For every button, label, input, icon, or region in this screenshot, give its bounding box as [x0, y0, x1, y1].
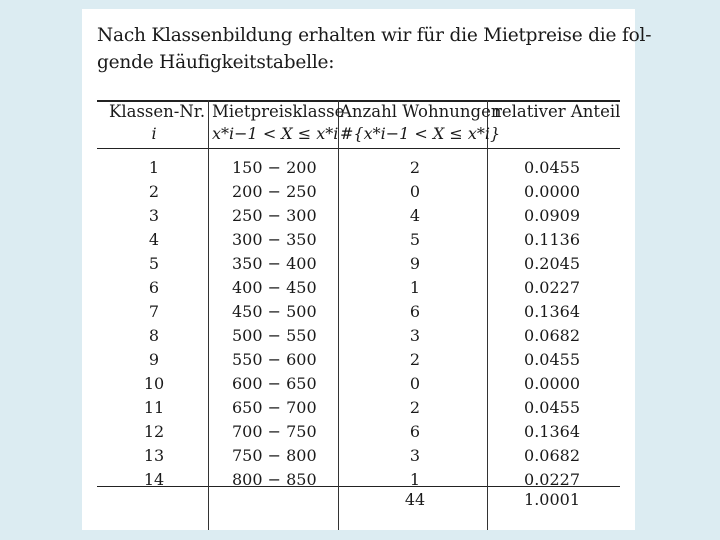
row-anzahl: 6 [409, 302, 421, 321]
row-anteil: 0.0682 [524, 446, 580, 465]
row-anzahl: 9 [409, 254, 421, 273]
row-nr: 11 [143, 398, 165, 417]
row-anzahl: 4 [409, 206, 421, 225]
row-anteil: 0.0455 [524, 398, 580, 417]
row-klasse: 450 − 500 [232, 302, 317, 321]
row-nr: 9 [148, 350, 160, 369]
row-klasse: 400 − 450 [232, 278, 317, 297]
row-anteil: 0.1364 [524, 422, 580, 441]
header-i: i [151, 124, 157, 143]
row-klasse: 300 − 350 [232, 230, 317, 249]
row-anteil: 0.2045 [524, 254, 580, 273]
intro-line-2: gende Häufigkeitstabelle: [97, 52, 335, 73]
row-nr: 12 [143, 422, 165, 441]
header-mietpreisklasse: Mietpreisklasse [212, 102, 345, 121]
row-nr: 4 [148, 230, 160, 249]
row-anteil: 0.0909 [524, 206, 580, 225]
row-klasse: 700 − 750 [232, 422, 317, 441]
row-klasse: 500 − 550 [232, 326, 317, 345]
row-anzahl: 2 [409, 158, 421, 177]
header-klassen-nr: Klassen-Nr. [109, 102, 206, 121]
row-klasse: 250 − 300 [232, 206, 317, 225]
row-nr: 1 [148, 158, 160, 177]
row-nr: 3 [148, 206, 160, 225]
document-page [82, 9, 652, 530]
row-nr: 10 [143, 374, 165, 393]
row-anteil: 0.0227 [524, 470, 580, 489]
total-anzahl: 44 [404, 490, 426, 509]
row-klasse: 650 − 700 [232, 398, 317, 417]
row-klasse: 550 − 600 [232, 350, 317, 369]
row-anteil: 0.0455 [524, 350, 580, 369]
intro-paragraph [97, 22, 652, 76]
row-nr: 14 [143, 470, 165, 489]
row-nr: 7 [148, 302, 160, 321]
row-anzahl: 6 [409, 422, 421, 441]
header-relativer-anteil: relativer Anteil [494, 102, 621, 121]
row-klasse: 200 − 250 [232, 182, 317, 201]
row-klasse: 800 − 850 [232, 470, 317, 489]
total-anteil: 1.0001 [524, 490, 580, 509]
row-anteil: 0.0227 [524, 278, 580, 297]
row-anzahl: 1 [409, 278, 421, 297]
row-anteil: 0.1364 [524, 302, 580, 321]
row-anzahl: 2 [409, 350, 421, 369]
header-class-formula: x*i−1 < X ≤ x*i [212, 124, 339, 143]
row-klasse: 350 − 400 [232, 254, 317, 273]
header-count-formula: #{x*i−1 < X ≤ x*i} [340, 124, 501, 143]
row-klasse: 150 − 200 [232, 158, 317, 177]
row-anteil: 0.0000 [524, 374, 580, 393]
row-anzahl: 1 [409, 470, 421, 489]
row-anteil: 0.0455 [524, 158, 580, 177]
row-klasse: 600 − 650 [232, 374, 317, 393]
row-nr: 6 [148, 278, 160, 297]
row-anteil: 0.1136 [524, 230, 580, 249]
header-anzahl-wohnungen: Anzahl Wohnungen [340, 102, 502, 121]
row-nr: 8 [148, 326, 160, 345]
intro-line-1: Nach Klassenbildung erhalten wir für die Mietpreise die fol- [97, 25, 652, 46]
row-nr: 13 [143, 446, 165, 465]
row-anzahl: 5 [409, 230, 421, 249]
row-anteil: 0.0682 [524, 326, 580, 345]
row-nr: 2 [148, 182, 160, 201]
row-nr: 5 [148, 254, 160, 273]
table-header-rule [97, 148, 620, 149]
row-anzahl: 2 [409, 398, 421, 417]
row-anzahl: 3 [409, 326, 421, 345]
row-anzahl: 0 [409, 182, 421, 201]
row-anzahl: 0 [409, 374, 421, 393]
row-anzahl: 3 [409, 446, 421, 465]
row-klasse: 750 − 800 [232, 446, 317, 465]
row-anteil: 0.0000 [524, 182, 580, 201]
column-divider-1 [208, 100, 209, 530]
